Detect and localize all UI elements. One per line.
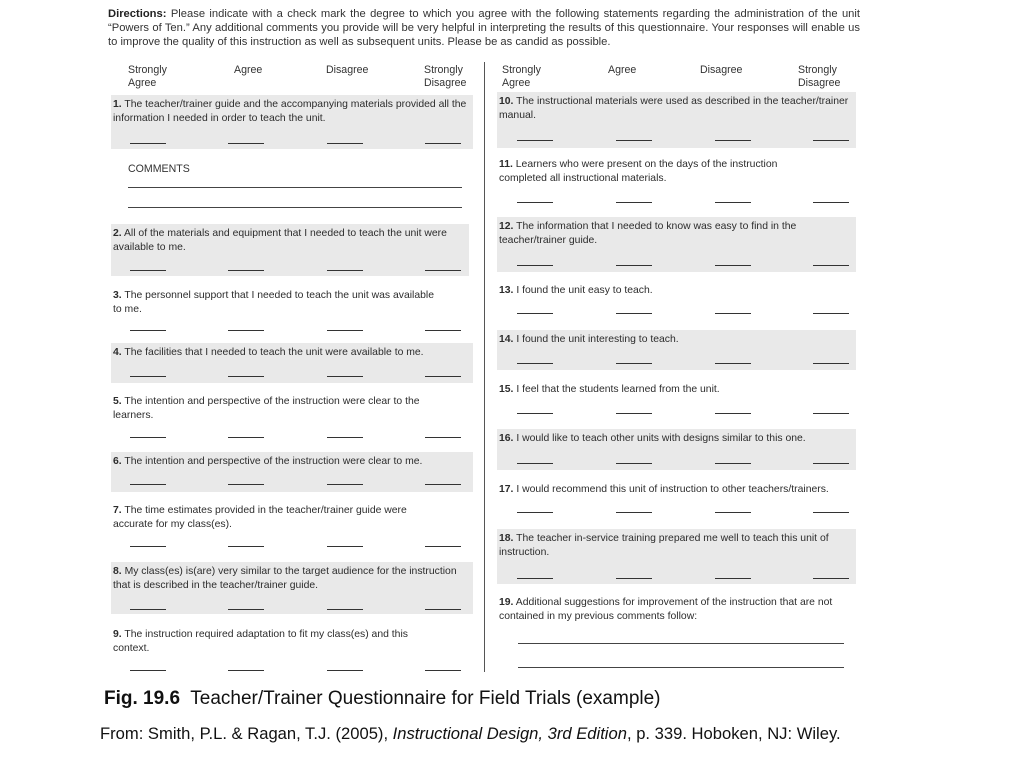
question-text: The instructional materials were used as described in the teacher/trainer manual. [499, 96, 849, 121]
question-19 [497, 593, 842, 627]
scale-strongly-agree: Strongly Agree [128, 64, 167, 89]
question-number: 5. [113, 396, 122, 407]
response-blank[interactable] [228, 546, 264, 547]
question-number: 12. [499, 221, 514, 232]
figure-caption [104, 688, 661, 710]
question-number: 17. [499, 484, 514, 495]
response-blank[interactable] [327, 609, 363, 610]
column-divider [484, 62, 485, 672]
response-blank[interactable] [130, 376, 166, 377]
response-blank[interactable] [425, 376, 461, 377]
response-blank[interactable] [517, 578, 553, 579]
response-blank[interactable] [517, 463, 553, 464]
response-blank[interactable] [715, 578, 751, 579]
response-blank[interactable] [228, 270, 264, 271]
question-text: Additional suggestions for improvement of the instruction that are not contained in my previous comments follow: [499, 597, 833, 622]
response-blank[interactable] [715, 265, 751, 266]
response-blank[interactable] [130, 330, 166, 331]
directions-paragraph [108, 8, 860, 49]
response-blank[interactable] [715, 313, 751, 314]
response-blank[interactable] [425, 270, 461, 271]
question-text: I found the unit easy to teach. [516, 285, 653, 296]
response-blank[interactable] [327, 546, 363, 547]
response-blank[interactable] [228, 609, 264, 610]
scale-header-right [0, 64, 1024, 94]
comments-label: COMMENTS [128, 163, 190, 175]
response-blank[interactable] [616, 265, 652, 266]
question-text: All of the materials and equipment that I needed to teach the unit were available to me. [113, 228, 447, 253]
suggestion-line[interactable] [518, 667, 844, 668]
response-blank[interactable] [715, 363, 751, 364]
question-text: The teacher/trainer guide and the accompanying materials provided all the information I needed in order to teach the unit. [113, 99, 467, 124]
question-11 [497, 155, 827, 205]
response-blank[interactable] [425, 484, 461, 485]
question-2 [111, 224, 469, 276]
question-number: 2. [113, 228, 122, 239]
question-1 [111, 95, 473, 149]
citation-suffix: , p. 339. Hoboken, NJ: Wiley. [626, 724, 841, 743]
question-4 [111, 343, 473, 383]
comment-line[interactable] [128, 187, 462, 188]
response-blank[interactable] [327, 330, 363, 331]
question-number: 9. [113, 629, 122, 640]
response-blank[interactable] [616, 202, 652, 203]
response-blank[interactable] [813, 512, 849, 513]
response-blank[interactable] [228, 670, 264, 671]
response-blank[interactable] [715, 202, 751, 203]
response-blank[interactable] [517, 140, 553, 141]
question-7 [111, 501, 451, 551]
response-blank[interactable] [425, 330, 461, 331]
response-blank[interactable] [425, 143, 461, 144]
directions-text: Please indicate with a check mark the degree to which you agree with the following statements regarding the administration of the unit “Powers of Ten.” Any additional comments you provide will be very helpful in interpreting the results of this questionnaire. Your responses will enable us to improve the quality of this instruction as well as subsequent units. Please be as candid as possible. [108, 8, 861, 48]
response-blank[interactable] [813, 265, 849, 266]
response-blank[interactable] [228, 330, 264, 331]
response-blank[interactable] [616, 140, 652, 141]
citation-book-title: Instructional Design, 3rd Edition [392, 724, 627, 743]
response-blank[interactable] [425, 670, 461, 671]
question-number: 4. [113, 347, 122, 358]
question-text: The personnel support that I needed to teach the unit was available to me. [113, 290, 434, 315]
question-text: The information that I needed to know was easy to find in the teacher/trainer guide. [499, 221, 797, 246]
response-blank[interactable] [715, 140, 751, 141]
question-number: 13. [499, 285, 514, 296]
response-blank[interactable] [228, 484, 264, 485]
response-blank[interactable] [616, 463, 652, 464]
question-number: 1. [113, 99, 122, 110]
scale-strongly-disagree: Strongly Disagree [798, 64, 841, 89]
response-blank[interactable] [517, 202, 553, 203]
question-text: The facilities that I needed to teach the unit were available to me. [124, 347, 424, 358]
response-blank[interactable] [813, 578, 849, 579]
response-blank[interactable] [327, 270, 363, 271]
question-17 [497, 480, 859, 520]
question-number: 14. [499, 334, 514, 345]
response-blank[interactable] [616, 512, 652, 513]
response-blank[interactable] [425, 546, 461, 547]
response-blank[interactable] [130, 270, 166, 271]
question-number: 15. [499, 384, 514, 395]
response-blank[interactable] [327, 376, 363, 377]
question-number: 6. [113, 456, 122, 467]
question-number: 10. [499, 96, 514, 107]
response-blank[interactable] [228, 143, 264, 144]
response-blank[interactable] [327, 670, 363, 671]
response-blank[interactable] [715, 413, 751, 414]
question-text: The intention and perspective of the instruction were clear to the learners. [113, 396, 420, 421]
response-blank[interactable] [813, 202, 849, 203]
question-text: The teacher in-service training prepared me well to teach this unit of instruction. [499, 533, 829, 558]
question-number: 3. [113, 290, 122, 301]
response-blank[interactable] [327, 437, 363, 438]
comment-line[interactable] [128, 207, 462, 208]
suggestion-line[interactable] [518, 643, 844, 644]
question-number: 8. [113, 566, 122, 577]
question-number: 11. [499, 159, 513, 170]
response-blank[interactable] [130, 437, 166, 438]
citation-prefix: From: Smith, P.L. & Ragan, T.J. (2005), [100, 724, 393, 743]
question-6 [111, 452, 473, 492]
scale-agree: Agree [234, 64, 263, 76]
scale-disagree: Disagree [700, 64, 743, 76]
response-blank[interactable] [228, 437, 264, 438]
question-18 [497, 529, 856, 584]
response-blank[interactable] [228, 376, 264, 377]
question-number: 18. [499, 533, 514, 544]
response-blank[interactable] [327, 143, 363, 144]
response-blank[interactable] [517, 313, 553, 314]
response-blank[interactable] [813, 463, 849, 464]
response-blank[interactable] [517, 265, 553, 266]
response-blank[interactable] [813, 313, 849, 314]
figure-number: Fig. 19.6 [104, 688, 181, 709]
question-text: I would like to teach other units with designs similar to this one. [516, 433, 806, 444]
question-text: The instruction required adaptation to fit my class(es) and this context. [113, 629, 408, 654]
response-blank[interactable] [130, 143, 166, 144]
response-blank[interactable] [130, 484, 166, 485]
directions-label: Directions: [108, 8, 167, 20]
response-blank[interactable] [715, 512, 751, 513]
response-blank[interactable] [425, 609, 461, 610]
scale-strongly-agree: Strongly Agree [502, 64, 541, 89]
question-text: The time estimates provided in the teacher/trainer guide were accurate for my class(es). [113, 505, 407, 530]
response-blank[interactable] [517, 363, 553, 364]
question-5 [111, 392, 441, 440]
question-text: I found the unit interesting to teach. [516, 334, 679, 345]
question-3 [111, 286, 441, 334]
response-blank[interactable] [616, 413, 652, 414]
question-text: Learners who were present on the days of the instruction completed all instructional materials. [499, 159, 778, 184]
question-8 [111, 562, 473, 614]
response-blank[interactable] [517, 413, 553, 414]
response-blank[interactable] [130, 609, 166, 610]
response-blank[interactable] [813, 140, 849, 141]
response-blank[interactable] [616, 313, 652, 314]
response-blank[interactable] [813, 413, 849, 414]
scale-agree: Agree [608, 64, 637, 76]
scale-disagree: Disagree [326, 64, 369, 76]
question-text: I feel that the students learned from the unit. [516, 384, 720, 395]
response-blank[interactable] [813, 363, 849, 364]
question-number: 19. [499, 597, 514, 608]
question-text: I would recommend this unit of instruction to other teachers/trainers. [516, 484, 829, 495]
question-12 [497, 217, 856, 272]
question-9 [111, 625, 451, 673]
response-blank[interactable] [616, 363, 652, 364]
source-citation [100, 724, 841, 744]
response-blank[interactable] [130, 546, 166, 547]
response-blank[interactable] [715, 463, 751, 464]
figure-title: Teacher/Trainer Questionnaire for Field Trials (example) [190, 688, 661, 709]
response-blank[interactable] [327, 484, 363, 485]
response-blank[interactable] [130, 670, 166, 671]
question-text: The intention and perspective of the instruction were clear to me. [124, 456, 423, 467]
question-15 [497, 380, 827, 420]
question-13 [497, 281, 827, 321]
scale-strongly-disagree: Strongly Disagree [424, 64, 467, 89]
question-text: My class(es) is(are) very similar to the target audience for the instruction that is described in the teacher/trainer guide. [113, 566, 457, 591]
response-blank[interactable] [425, 437, 461, 438]
question-number: 7. [113, 505, 122, 516]
response-blank[interactable] [616, 578, 652, 579]
response-blank[interactable] [517, 512, 553, 513]
question-number: 16. [499, 433, 514, 444]
question-14 [497, 330, 856, 370]
